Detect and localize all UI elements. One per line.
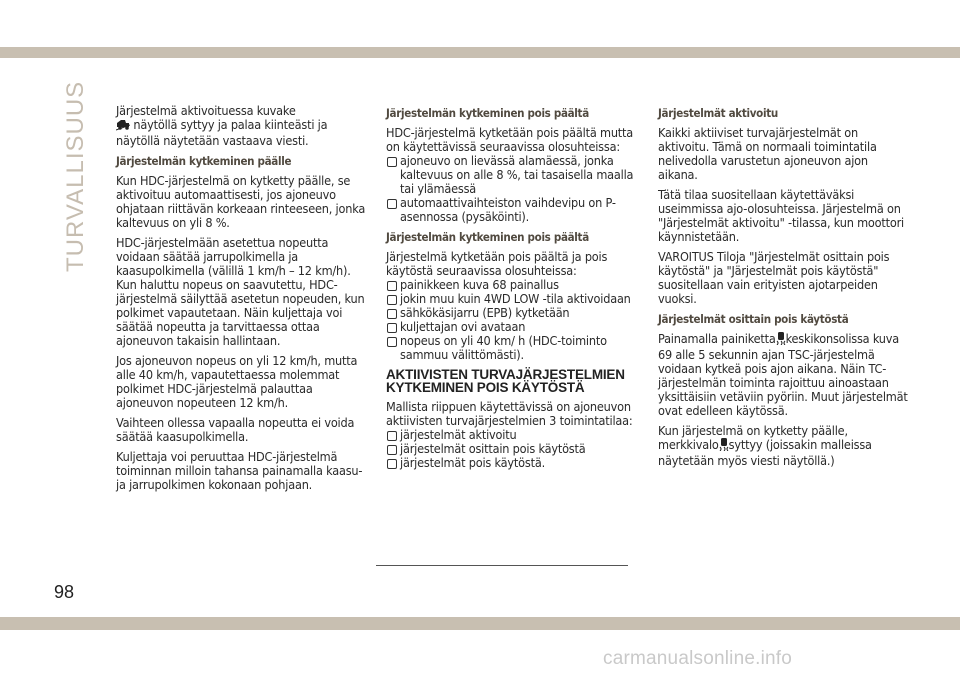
bullet-item: automaattivaihteiston vaihdevipu on P-asennossa (pysäköinti). xyxy=(386,196,636,224)
intro-text-a: Järjestelmä aktivoituessa kuvake xyxy=(116,103,296,118)
bottom-band xyxy=(0,617,960,630)
paragraph-text: Kun järjestelmä on kytketty päälle, merkkivalo xyxy=(658,423,848,452)
page-number: 98 xyxy=(54,582,75,602)
heading-partial-off: Järjestelmät osittain pois käytöstä xyxy=(658,312,849,326)
traction-off-icon xyxy=(719,438,729,454)
hill-descent-icon xyxy=(116,119,130,134)
bullet-item: järjestelmät aktivoitu xyxy=(386,428,636,442)
paragraph xyxy=(386,250,636,362)
heading-deactivate-2: Järjestelmän kytkeminen pois päältä xyxy=(386,230,589,244)
paragraph xyxy=(658,332,908,418)
heading-deactivate: Järjestelmän kytkeminen pois päältä xyxy=(386,106,589,120)
paragraph: HDC-järjestelmään asetettua nopeutta voidaan säätää jarrupolkimella ja kaasupolkimella (välillä 1 km/h – 12 km/h). Kun haluttu nopeus on saavutettu, HDC-järjestelmä säilyttää asetetun nopeuden, kun polkimet vapautetaan. Näin kuljettaja voi säätää nopeutta ja tarvittaessa ottaa ajoneuvon takaisin hallintaan. xyxy=(116,235,365,348)
bullet-item: järjestelmät osittain pois käytöstä xyxy=(386,442,636,456)
heading-activate: Järjestelmän kytkeminen päälle xyxy=(116,154,292,168)
paragraph: Jos ajoneuvon nopeus on yli 12 km/h, mutta alle 40 km/h, vapautettaessa molemmat polkimet HDC-järjestelmä palauttaa ajoneuvon nopeuteen 12 km/h. xyxy=(116,353,358,410)
bullet-item: sähkökäsijarru (EPB) kytketään xyxy=(386,306,636,320)
column-1 xyxy=(116,104,366,498)
paragraph-text: Järjestelmä kytketään pois päältä ja pois käytöstä seuraavissa olosuhteissa: xyxy=(386,249,608,278)
paragraph-text: Mallista riippuen käytettävissä on ajoneuvon aktiivisten turvajärjestelmien 3 toimintatilaa: xyxy=(386,399,633,428)
bullet-item: ajoneuvo on lievässä alamäessä, jonka kaltevuus on alle 8 %, tai tasaisella maalla tai ylämäessä xyxy=(386,154,636,196)
paragraph-text: syttyy (joissakin malleissa näytetään myös viesti näytöllä.) xyxy=(658,437,872,468)
paragraph-text: HDC-järjestelmä kytketään pois päältä mutta on käytettävissä seuraavissa olosuhteissa: xyxy=(386,125,634,154)
bullet-item: kuljettajan ovi avataan xyxy=(386,320,636,334)
paragraph: Kaikki aktiiviset turvajärjestelmät on aktivoitu. Tämä on normaali toimintatila nelivedolla varustetun ajoneuvon ajon aikana. xyxy=(658,125,877,182)
bullet-item: painikkeen kuva 68 painallus xyxy=(386,278,636,292)
paragraph xyxy=(386,400,636,470)
paragraph: VAROITUS Tiloja "Järjestelmät osittain pois käytöstä" ja "Järjestelmät pois käytöstä" suositellaan vain erityisten ajotarpeiden vuoksi. xyxy=(658,249,890,306)
bullet-item: järjestelmät pois käytöstä. xyxy=(386,456,636,470)
section-side-title: TURVALLISUUS xyxy=(62,80,89,272)
paragraph-text: keskikonsolissa kuva 69 alle 5 sekunnin ajan TSC-järjestelmä voidaan kytkeä pois ajon aikana. Näin TC-järjestelmän toiminta rajoittuu ainoastaan yksittäisiin vetäviin pyöriin. Muut järjestelmät ovat edelleen käytössä. xyxy=(658,331,908,418)
heading-systems-on: Järjestelmät aktivoitu xyxy=(658,106,778,120)
section-title: AKTIIVISTEN TURVAJÄRJESTELMIEN KYTKEMINEN POIS KÄYTÖSTÄ xyxy=(386,367,625,395)
paragraph xyxy=(658,424,908,468)
paragraph: Kuljettaja voi peruuttaa HDC-järjestelmä toiminnan milloin tahansa painamalla kaasu- ja jarrupolkimen kokonaan pohjaan. xyxy=(116,449,363,492)
column-2 xyxy=(386,104,636,476)
traction-off-icon xyxy=(776,332,786,348)
paragraph xyxy=(386,126,636,224)
column-3 xyxy=(658,104,908,474)
paragraph: Tätä tilaa suositellaan käytettäväksi useimmissa ajo-olosuhteissa. Järjestelmä on "Järjestelmät aktivoitu" -tilassa, kun moottori käynnistetään. xyxy=(658,187,905,244)
bullet-item: nopeus on yli 40 km/ h (HDC-toiminto sammuu välittömästi). xyxy=(386,334,636,362)
intro-text-b: näytöllä syttyy ja palaa kiinteästi ja näytöllä näytetään vastaava viesti. xyxy=(116,117,328,148)
top-band xyxy=(0,47,960,58)
paragraph: Vaihteen ollessa vapaalla nopeutta ei voida säätää kaasupolkimella. xyxy=(116,415,355,444)
watermark: carmanualsonline.info xyxy=(603,648,793,669)
paragraph: Kun HDC-järjestelmä on kytketty päälle, se aktivoituu automaattisesti, jos ajoneuvo ohjataan riittävän korkeaan rinteeseen, jonka kaltevuus on yli 8 %. xyxy=(116,173,366,230)
paragraph-text: Painamalla painiketta xyxy=(658,331,776,346)
bullet-item: jokin muu kuin 4WD LOW -tila aktivoidaan xyxy=(386,292,636,306)
column-end-rule xyxy=(376,565,628,566)
intro-paragraph xyxy=(116,104,366,148)
